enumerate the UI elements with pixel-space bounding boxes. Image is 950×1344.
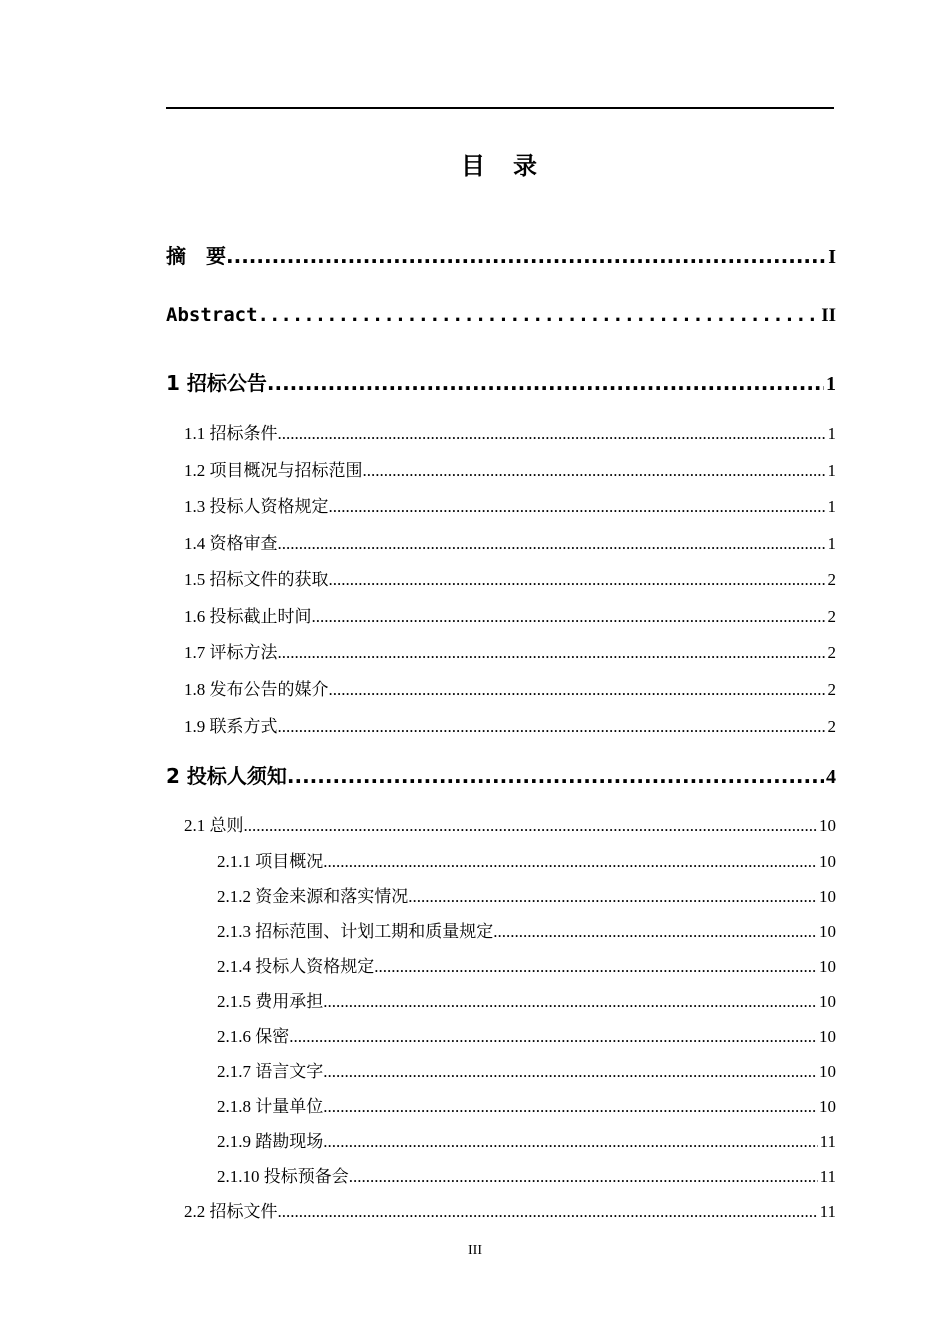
toc-entry-title: 2.1.8 计量单位 [217, 1097, 324, 1116]
toc-leader [258, 304, 820, 326]
toc-entry-title: 2.1.7 语言文字 [217, 1062, 324, 1081]
toc-entry-page: 11 [819, 1132, 836, 1151]
toc-entry-page: 1 [827, 461, 836, 480]
toc-entry-title: 2.1.6 保密 [217, 1027, 290, 1046]
toc-entry-2-1-8[interactable] [217, 1092, 836, 1117]
toc-leader [323, 992, 817, 1012]
toc-entry-1-6[interactable] [184, 602, 836, 627]
toc-entry-abstract-cn[interactable] [166, 240, 836, 269]
toc-entry-page: II [821, 305, 836, 326]
toc-entry-title: 2.1.4 投标人资格规定 [217, 957, 375, 976]
toc-entry-page: 2 [827, 643, 836, 662]
toc-leader [323, 1062, 817, 1082]
toc-entry-2-1-7[interactable] [217, 1057, 836, 1082]
toc-leader [278, 717, 826, 737]
toc-leader [323, 1097, 817, 1117]
toc-entry-abstract-en[interactable] [166, 304, 836, 327]
toc-entry-2-1[interactable] [184, 811, 836, 836]
toc-entry-page: 2 [827, 570, 836, 589]
toc-entry-page: 10 [819, 992, 836, 1011]
toc-entry-title: 1 招标公告 [166, 371, 267, 395]
page-number: III [468, 1243, 482, 1258]
toc-entry-2-1-5[interactable] [217, 987, 836, 1012]
toc-entry-title: 1.2 项目概况与招标范围 [184, 461, 363, 480]
toc-entry-page: 1 [826, 373, 836, 395]
toc-leader [363, 461, 826, 481]
toc-title: 目 录 [461, 152, 539, 180]
toc-entry-title: 1.7 评标方法 [184, 643, 278, 662]
toc-entry-page: 1 [827, 534, 836, 553]
toc-leader [226, 244, 826, 268]
toc-leader [289, 1027, 817, 1047]
toc-entry-page: 4 [826, 766, 836, 788]
toc-entry-2-1-2[interactable] [217, 882, 836, 907]
toc-entry-page: 10 [819, 852, 836, 871]
toc-leader [329, 497, 826, 517]
toc-entry-1-7[interactable] [184, 638, 836, 663]
toc-entry-1-8[interactable] [184, 675, 836, 700]
toc-entry-title: 1.1 招标条件 [184, 424, 278, 443]
toc-entry-title: 2 投标人须知 [166, 764, 287, 788]
toc-entry-title: 2.1.2 资金来源和落实情况 [217, 887, 409, 906]
toc-leader [323, 852, 817, 872]
toc-leader [287, 764, 824, 788]
toc-entry-page: 2 [827, 607, 836, 626]
toc-leader [312, 607, 826, 627]
toc-entry-title: Abstract [166, 304, 258, 326]
toc-leader [278, 1202, 818, 1222]
toc-leader [278, 534, 826, 554]
toc-entry-page: 10 [819, 816, 836, 835]
toc-entry-title: 2.2 招标文件 [184, 1202, 278, 1221]
toc-entry-title: 1.5 招标文件的获取 [184, 570, 329, 589]
toc-entry-chapter-2[interactable] [166, 760, 836, 789]
toc-entry-page: 10 [819, 887, 836, 906]
toc-entry-2-2[interactable] [184, 1197, 836, 1222]
toc-entry-title: 1.6 投标截止时间 [184, 607, 312, 626]
toc-leader [278, 643, 826, 663]
toc-entry-page: 10 [819, 1062, 836, 1081]
toc-leader [278, 424, 826, 444]
toc-entry-1-1[interactable] [184, 419, 836, 444]
toc-leader [323, 1132, 817, 1152]
toc-entry-title: 2.1.3 招标范围、计划工期和质量规定 [217, 922, 494, 941]
toc-entry-1-3[interactable] [184, 492, 836, 517]
toc-entry-title: 2.1.5 费用承担 [217, 992, 324, 1011]
toc-entry-page: 1 [827, 497, 836, 516]
toc-entry-2-1-1[interactable] [217, 847, 836, 872]
toc-entry-2-1-9[interactable] [217, 1127, 836, 1152]
toc-entry-title: 2.1.10 投标预备会 [217, 1167, 349, 1186]
toc-leader [329, 680, 826, 700]
toc-entry-page: I [828, 246, 836, 268]
toc-entry-1-5[interactable] [184, 565, 836, 590]
toc-leader [329, 570, 826, 590]
toc-entry-title: 摘 要 [166, 244, 226, 268]
toc-entry-page: 10 [819, 922, 836, 941]
toc-leader [244, 816, 818, 836]
toc-entry-chapter-1[interactable] [166, 367, 836, 396]
toc-entry-2-1-10[interactable] [217, 1162, 836, 1187]
toc-entry-title: 1.4 资格审查 [184, 534, 278, 553]
toc-entry-title: 1.3 投标人资格规定 [184, 497, 329, 516]
toc-entry-page: 2 [827, 680, 836, 699]
toc-entry-page: 10 [819, 957, 836, 976]
toc-entry-title: 2.1 总则 [184, 816, 244, 835]
toc-entry-page: 1 [827, 424, 836, 443]
toc-leader [349, 1167, 818, 1187]
toc-entry-2-1-6[interactable] [217, 1022, 836, 1047]
toc-entry-1-9[interactable] [184, 712, 836, 737]
toc-entry-page: 10 [819, 1027, 836, 1046]
toc-entry-1-4[interactable] [184, 529, 836, 554]
toc-entry-1-2[interactable] [184, 456, 836, 481]
toc-entry-title: 2.1.1 项目概况 [217, 852, 324, 871]
toc-entry-page: 10 [819, 1097, 836, 1116]
toc-leader [408, 887, 817, 907]
toc-entry-page: 11 [819, 1202, 836, 1221]
toc-entry-2-1-4[interactable] [217, 952, 836, 977]
toc-entry-title: 1.8 发布公告的媒介 [184, 680, 329, 699]
toc-leader [493, 922, 817, 942]
toc-leader [267, 371, 824, 395]
toc-entry-page: 2 [827, 717, 836, 736]
toc-entry-2-1-3[interactable] [217, 917, 836, 942]
toc-entry-title: 2.1.9 踏勘现场 [217, 1132, 324, 1151]
toc-entry-page: 11 [819, 1167, 836, 1186]
toc-entry-title: 1.9 联系方式 [184, 717, 278, 736]
toc-leader [374, 957, 817, 977]
